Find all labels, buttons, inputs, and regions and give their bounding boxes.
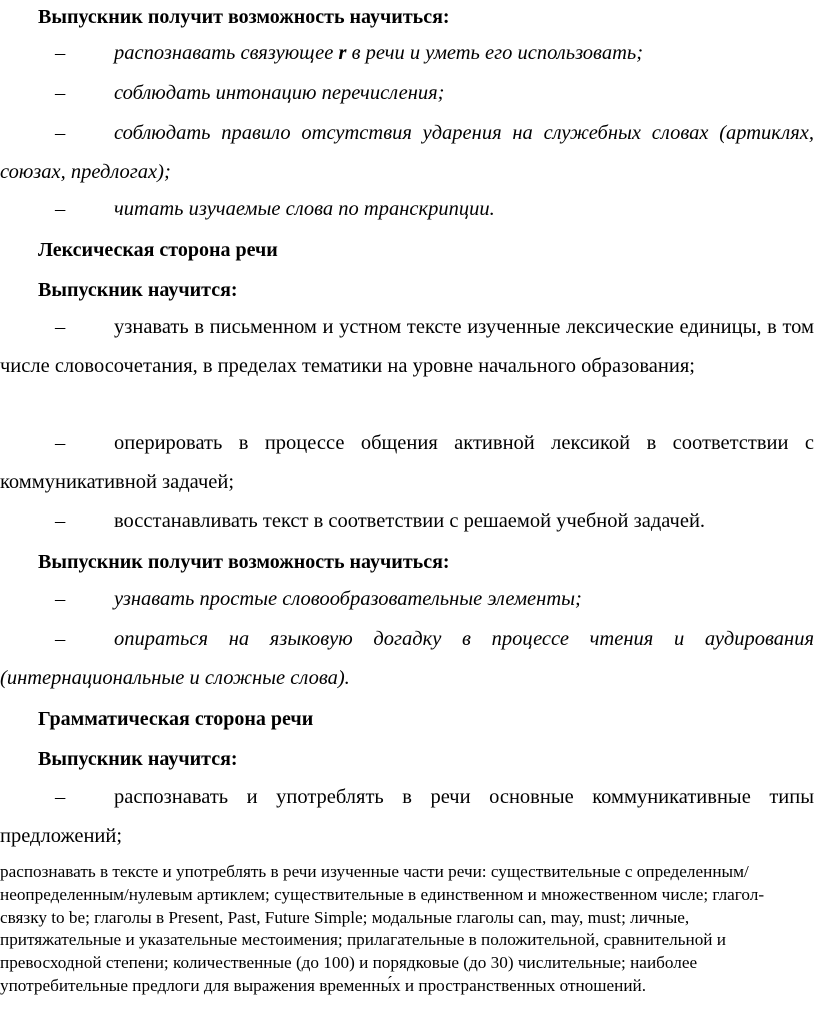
list-item-word-formation xyxy=(0,580,814,619)
list-item-operate-vocabulary xyxy=(0,424,814,502)
dash-marker: – xyxy=(55,510,66,532)
list-item-text: читать изучаемые слова по транскрипции. xyxy=(114,198,495,220)
list-item-recognize-lexical-units xyxy=(0,308,814,386)
list-item-text: распознавать связующее r в речи и уметь его использовать; xyxy=(114,42,644,64)
heading-graduate-will-learn-grammar: Выпускник научится: xyxy=(38,748,238,770)
list-item-stress-rule xyxy=(0,114,814,192)
list-item-text: опираться на языковую догадку в процессе чтения и аудирования (интернациональные и сложные слова). xyxy=(0,628,814,689)
dash-marker: – xyxy=(55,786,66,808)
dash-marker: – xyxy=(55,316,66,338)
list-item-sentence-types xyxy=(0,778,814,856)
dash-marker: – xyxy=(55,82,66,104)
dash-marker: – xyxy=(55,588,66,610)
list-item-text: узнавать простые словообразовательные элементы; xyxy=(114,588,582,610)
paragraph-parts-of-speech: распознавать в тексте и употреблять в речи изученные части речи: существительные с определенным/неопределенным/нулевым артиклем; существительные в единственном и множественном числе; глагол-связку to be; глаголы в Present, Past, Future Simple; модальные глаголы can, may, must; личные, притяжательные и указательные местоимения; прилагательные в положительной, сравнительной и превосходной степени; количественные (до 100) и порядковые (до 30) числительные; наиболее употребительные предлоги для выражения временны́х и пространственных отношений. xyxy=(0,862,765,995)
list-item-linking-r xyxy=(0,34,814,73)
heading-graduate-will-learn-lexical: Выпускник научится: xyxy=(38,279,238,301)
heading-graduate-opportunity-lexical: Выпускник получит возможность научиться: xyxy=(38,551,450,573)
dash-marker: – xyxy=(55,198,66,220)
list-item-text: распознавать и употреблять в речи основные коммуникативные типы предложений; xyxy=(0,786,814,847)
dash-marker: – xyxy=(55,628,66,650)
dash-marker: – xyxy=(55,122,66,144)
list-item-text: соблюдать правило отсутствия ударения на служебных словах (артиклях, союзах, предлогах); xyxy=(0,122,814,183)
dash-marker: – xyxy=(55,432,66,454)
heading-grammar-side: Грамматическая сторона речи xyxy=(38,708,314,730)
letter-r: r xyxy=(338,42,347,64)
list-item-restore-text xyxy=(0,502,814,541)
list-item-language-guess xyxy=(0,620,814,698)
heading-lexical-side: Лексическая сторона речи xyxy=(38,239,278,261)
list-item-transcription xyxy=(0,190,814,229)
list-item-text: узнавать в письменном и устном тексте изученные лексические единицы, в том числе словосочетания, в пределах тематики на уровне начального образования; xyxy=(0,316,814,377)
dash-marker: – xyxy=(55,42,66,64)
list-item-text: оперировать в процессе общения активной лексикой в соответствии с коммуникативной задачей; xyxy=(0,432,814,493)
heading-graduate-opportunity-phonetics: Выпускник получит возможность научиться: xyxy=(38,6,450,28)
list-item-text: соблюдать интонацию перечисления; xyxy=(114,82,445,104)
list-item-intonation xyxy=(0,74,814,113)
list-item-text: восстанавливать текст в соответствии с решаемой учебной задачей. xyxy=(114,510,706,532)
